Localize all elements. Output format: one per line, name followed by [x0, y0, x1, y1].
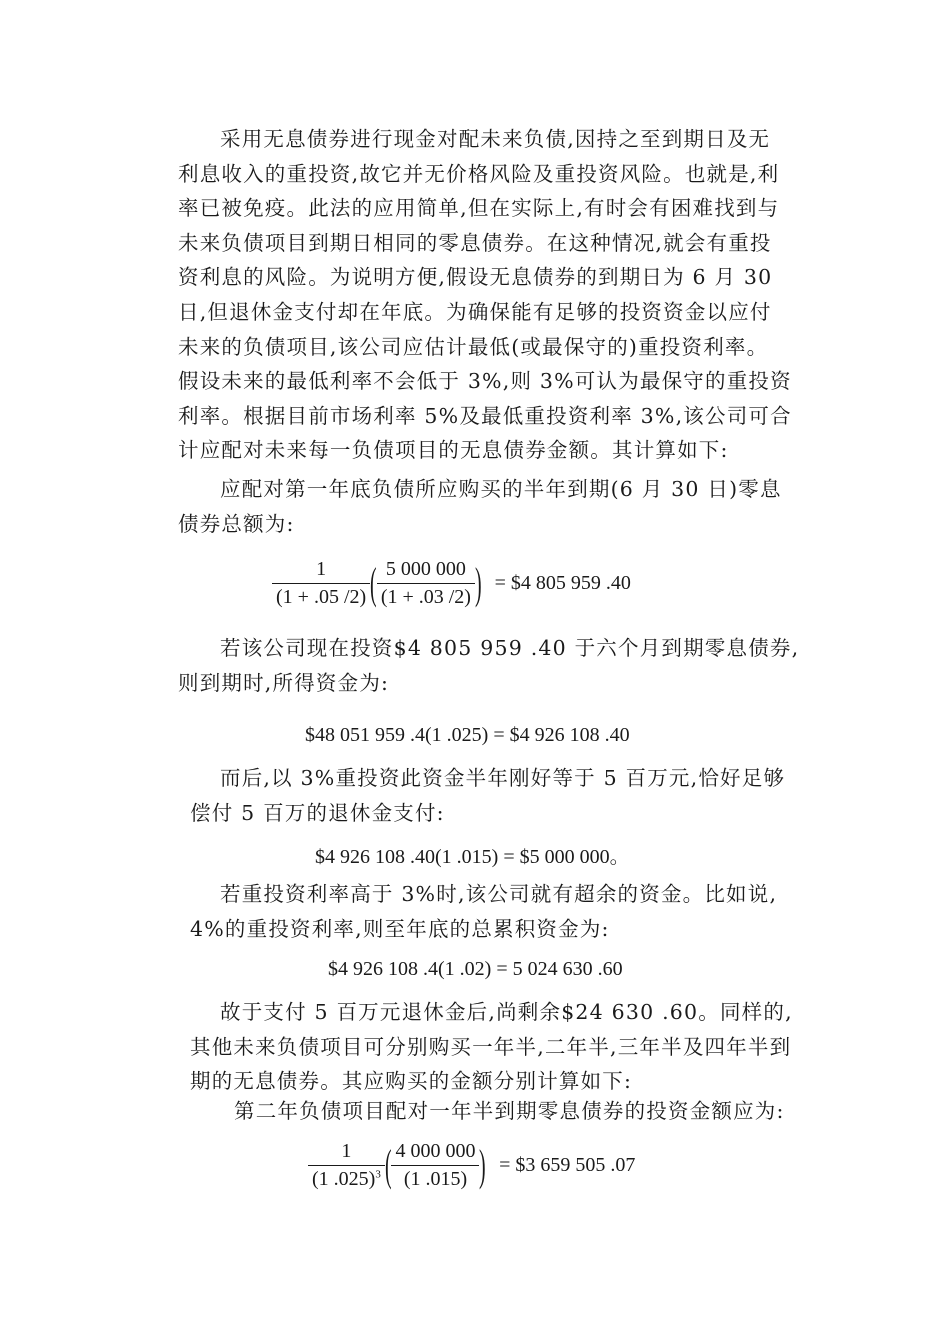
equation-second-year-amount — [308, 1140, 635, 1191]
left-paren: ( — [370, 558, 377, 608]
paragraph-second-year — [178, 1094, 828, 1129]
text-line: 假设未来的最低利率不会低于 3%,则 3%可认为最保守的重投资 — [178, 369, 792, 394]
denominator: (1 + .03 /2) — [380, 586, 471, 608]
text-line: 未来负债项目到期日相同的零息债券。在这种情况,就会有重投 — [178, 230, 772, 255]
fraction-liability — [391, 1140, 479, 1191]
text-line: 计应配对未来每一负债项目的无息债券金额。其计算如下: — [178, 438, 729, 463]
text-line: 而后,以 3%重投资此资金半年刚好等于 5 百万元,恰好足够 — [220, 766, 786, 790]
paragraph-first-year — [178, 472, 828, 541]
equation-maturity-funds: $48 051 959 .4(1 .025) = $4 926 108 .40 — [305, 724, 630, 746]
denominator: (1 + .05 /2) — [276, 586, 367, 608]
numerator: 1 — [272, 558, 370, 584]
text-line: 若该公司现在投资$4 805 959 .40 于六个月到期零息债券, — [220, 636, 800, 660]
paragraph-higher-rate — [178, 877, 828, 946]
equation-result: = $3 659 505 .07 — [499, 1154, 636, 1176]
text-line: 率已被免疫。此法的应用简单,但在实际上,有时会有困难找到与 — [178, 196, 780, 221]
text-line: 期的无息债券。其应购买的金额分别计算如下: — [190, 1069, 633, 1094]
equation-first-year-amount — [272, 558, 631, 609]
fraction-liability — [377, 558, 475, 609]
text-line: 4%的重投资利率,则至年底的总累积资金为: — [190, 916, 610, 941]
text-line: 第二年负债项目配对一年半到期零息债券的投资金额应为: — [234, 1099, 785, 1123]
text-line: 未来的负债项目,该公司应估计最低(或最保守的)重投资利率。 — [178, 334, 769, 359]
text-line: 其他未来负债项目可分别购买一年半,二年半,三年半及四年半到 — [190, 1034, 792, 1059]
text-line: 利息收入的重投资,故它并无价格风险及重投资风险。也就是,利 — [178, 161, 780, 186]
text-line: 则到期时,所得资金为: — [178, 670, 390, 695]
fraction-discount — [308, 1140, 385, 1191]
equation-accumulated-funds: $4 926 108 .4(1 .02) = 5 024 630 .60 — [328, 958, 623, 980]
text-line: 采用无息债券进行现金对配未来负债,因持之至到期日及无 — [220, 127, 771, 151]
text-line: 若重投资利率高于 3%时,该公司就有超余的资金。比如说, — [220, 882, 778, 906]
numerator: 4 000 000 — [391, 1140, 479, 1166]
paragraph-reinvest — [178, 761, 828, 830]
paragraph-surplus — [178, 995, 828, 1099]
text-line: 资利息的风险。为说明方便,假设无息债券的到期日为 6 月 30 — [178, 265, 773, 290]
text-line: 日,但退休金支付却在年底。为确保能有足够的投资资金以应付 — [178, 299, 772, 324]
exponent: 3 — [375, 1168, 381, 1181]
equation-result: = $4 805 959 .40 — [494, 572, 631, 594]
text-line: 故于支付 5 百万元退休金后,尚剩余$24 630 .60。同样的, — [220, 1000, 793, 1024]
text-line: 利率。根据目前市场利率 5%及最低重投资利率 3%,该公司可合 — [178, 403, 792, 428]
paragraph-intro — [178, 122, 828, 468]
right-paren: ) — [479, 1140, 487, 1190]
fraction-discount — [272, 558, 370, 609]
numerator: 5 000 000 — [377, 558, 475, 584]
paragraph-invest — [178, 631, 828, 700]
left-paren: ( — [384, 1140, 392, 1190]
right-paren: ) — [474, 558, 482, 608]
denominator — [308, 1166, 385, 1191]
text-line: 应配对第一年底负债所应购买的半年到期(6 月 30 日)零息 — [220, 477, 782, 501]
numerator: 1 — [308, 1140, 385, 1166]
text-line: 债券总额为: — [178, 511, 295, 536]
denominator-base: (1 .025) — [312, 1168, 376, 1190]
text-line: 偿付 5 百万的退休金支付: — [190, 800, 445, 825]
denominator: (1 .015) — [403, 1168, 468, 1190]
equation-reinvest-result: $4 926 108 .40(1 .015) = $5 000 000。 — [315, 846, 630, 868]
